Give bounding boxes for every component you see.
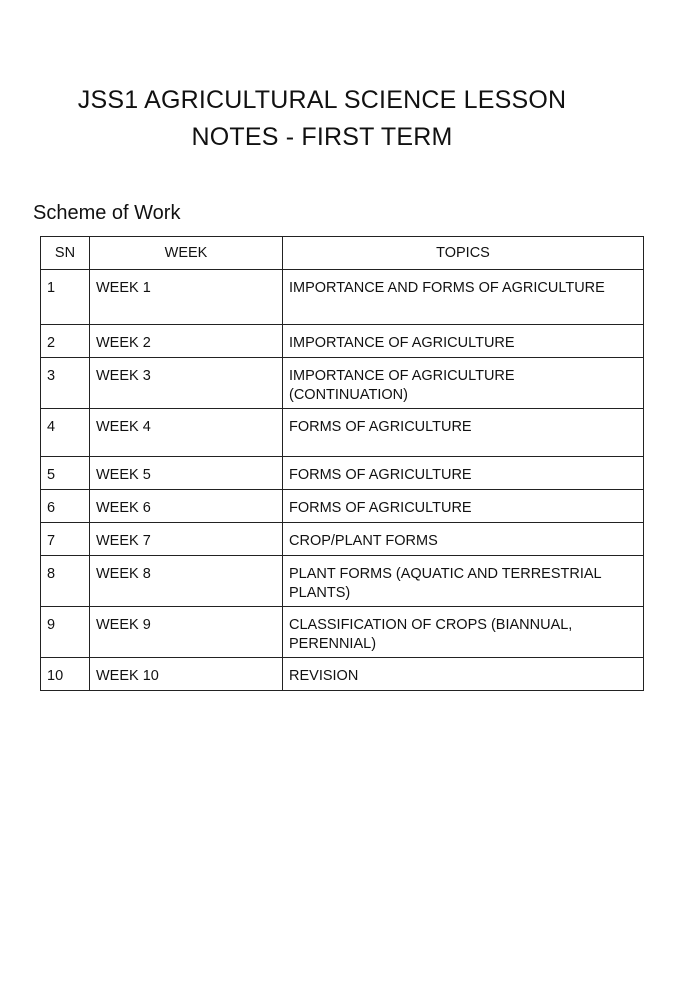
cell-week: WEEK 4 (90, 409, 283, 457)
table-row (41, 658, 644, 691)
header-week: WEEK (90, 237, 283, 270)
cell-sn: 4 (41, 409, 90, 457)
cell-week: WEEK 10 (90, 658, 283, 691)
cell-week: WEEK 3 (90, 358, 283, 409)
cell-week: WEEK 5 (90, 457, 283, 490)
cell-week: WEEK 2 (90, 325, 283, 358)
cell-topic: FORMS OF AGRICULTURE (283, 409, 644, 457)
page-title-line-1: JSS1 AGRICULTURAL SCIENCE LESSON (77, 86, 567, 114)
cell-sn: 1 (41, 270, 90, 325)
table-header-row (41, 237, 644, 270)
cell-sn: 10 (41, 658, 90, 691)
table-row (41, 409, 644, 457)
cell-topic: PLANT FORMS (AQUATIC AND TERRESTRIAL PLANTS) (283, 556, 644, 607)
cell-sn: 3 (41, 358, 90, 409)
cell-week: WEEK 8 (90, 556, 283, 607)
page-title (40, 82, 604, 156)
cell-topic: FORMS OF AGRICULTURE (283, 490, 644, 523)
table-row (41, 457, 644, 490)
table-row (41, 325, 644, 358)
table-row (41, 490, 644, 523)
table-row (41, 523, 644, 556)
header-sn: SN (41, 237, 90, 270)
cell-topic: REVISION (283, 658, 644, 691)
cell-topic: IMPORTANCE OF AGRICULTURE (283, 325, 644, 358)
section-heading: Scheme of Work (33, 202, 181, 224)
cell-topic: FORMS OF AGRICULTURE (283, 457, 644, 490)
table-row (41, 607, 644, 658)
cell-topic: CROP/PLANT FORMS (283, 523, 644, 556)
cell-sn: 9 (41, 607, 90, 658)
page-title-line-2: NOTES - FIRST TERM (191, 123, 453, 151)
table-row (41, 270, 644, 325)
header-topics: TOPICS (283, 237, 644, 270)
cell-week: WEEK 6 (90, 490, 283, 523)
scheme-of-work-table (40, 236, 644, 691)
cell-topic: CLASSIFICATION OF CROPS (BIANNUAL, PERENNIAL) (283, 607, 644, 658)
cell-sn: 7 (41, 523, 90, 556)
cell-sn: 2 (41, 325, 90, 358)
cell-week: WEEK 1 (90, 270, 283, 325)
table-row (41, 358, 644, 409)
cell-sn: 5 (41, 457, 90, 490)
cell-sn: 6 (41, 490, 90, 523)
cell-sn: 8 (41, 556, 90, 607)
cell-topic: IMPORTANCE OF AGRICULTURE (CONTINUATION) (283, 358, 644, 409)
cell-week: WEEK 9 (90, 607, 283, 658)
table-row (41, 556, 644, 607)
cell-week: WEEK 7 (90, 523, 283, 556)
cell-topic: IMPORTANCE AND FORMS OF AGRICULTURE (283, 270, 644, 325)
